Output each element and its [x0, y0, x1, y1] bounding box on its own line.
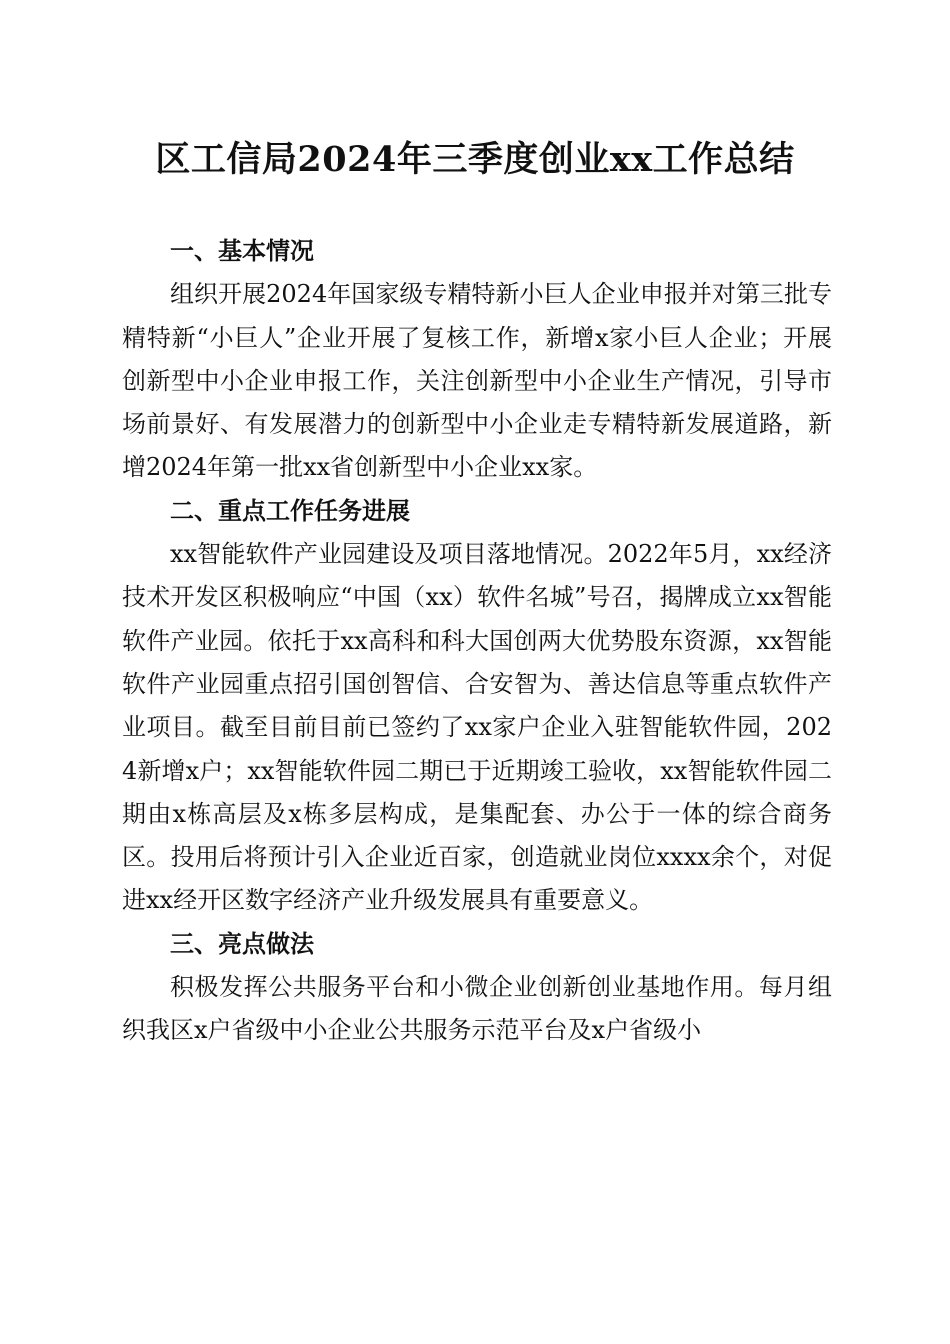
section-heading: 三、亮点做法: [170, 929, 314, 958]
section-highlights: [122, 923, 832, 1053]
section-heading: 一、基本情况: [170, 237, 314, 265]
section-heading: 二、重点工作任务进展: [170, 496, 410, 525]
section-key-tasks-progress: [122, 490, 832, 923]
section-paragraph: 组织开展2024年国家级专精特新小巨人企业申报并对第三批专精特新“小巨人”企业开展了复核工作，新增x家小巨人企业；开展创新型中小企业申报工作，关注创新型中小企业生产情况，引导市场前景好、有发展潜力的创新型中小企业走专精特新发展道路，新增2024年第一批xx省创新型中小企业xx家。: [122, 280, 832, 482]
document-body: [122, 230, 832, 1053]
section-paragraph: 积极发挥公共服务平台和小微企业创新创业基地作用。每月组织我区x户省级中小企业公共服务示范平台及x户省级小: [122, 973, 832, 1045]
section-basic-situation: [122, 230, 832, 490]
document-title: 区工信局2024年三季度创业xx工作总结: [155, 139, 795, 180]
section-paragraph: xx智能软件产业园建设及项目落地情况。2022年5月，xx经济技术开发区积极响应“中国（xx）软件名城”号召，揭牌成立xx智能软件产业园。依托于xx高科和科大国创两大优势股东资源，xx智能软件产业园重点招引国创智信、合安智为、善达信息等重点软件产业项目。截至目前目前已签约了xx家户企业入驻智能软件园，2024新增x户；xx智能软件园二期已于近期竣工验收，xx智能软件园二期由x栋高层及x栋多层构成，是集配套、办公于一体的综合商务区。投用后将预计引入企业近百家，创造就业岗位xxxx余个，对促进xx经开区数字经济产业升级发展具有重要意义。: [122, 540, 832, 915]
